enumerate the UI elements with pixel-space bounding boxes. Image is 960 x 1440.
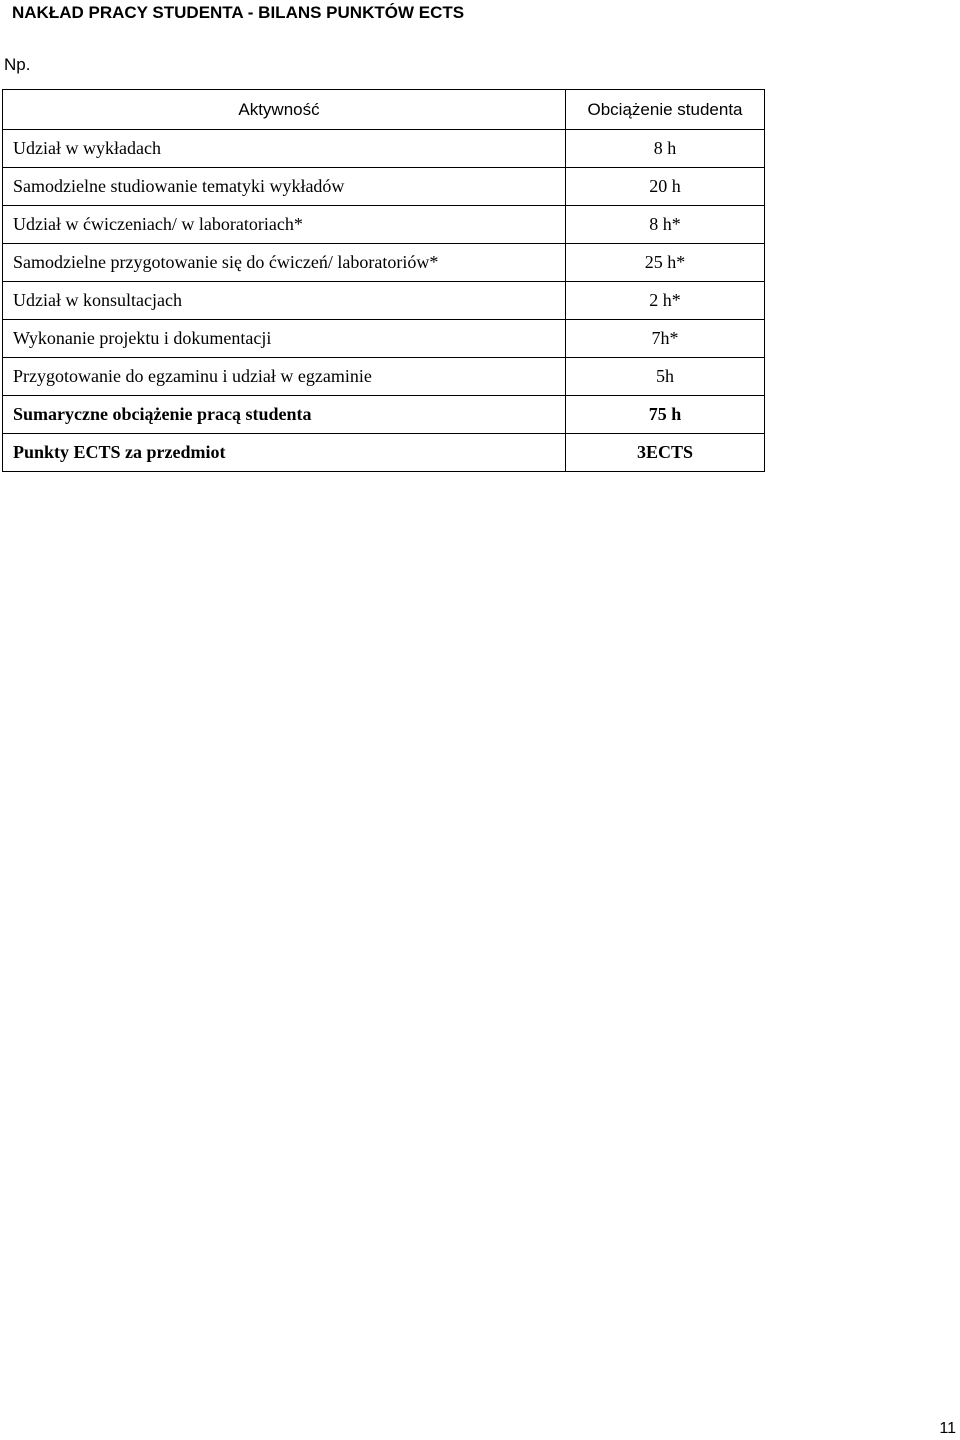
table-row bbox=[3, 130, 765, 168]
activity-cell: Udział w ćwiczeniach/ w laboratoriach* bbox=[3, 206, 566, 244]
activity-cell: Samodzielne przygotowanie się do ćwiczeń/ laboratoriów* bbox=[3, 244, 566, 282]
page-title: NAKŁAD PRACY STUDENTA - BILANS PUNKTÓW ECTS bbox=[12, 3, 465, 22]
table-row bbox=[3, 206, 765, 244]
activity-cell: Udział w wykładach bbox=[3, 130, 566, 168]
workload-table bbox=[2, 89, 765, 472]
workload-cell: 75 h bbox=[566, 396, 765, 434]
workload-cell: 5h bbox=[566, 358, 765, 396]
activity-cell: Punkty ECTS za przedmiot bbox=[3, 434, 566, 472]
activity-cell: Samodzielne studiowanie tematyki wykładów bbox=[3, 168, 566, 206]
workload-cell: 20 h bbox=[566, 168, 765, 206]
workload-cell: 7h* bbox=[566, 320, 765, 358]
table-row bbox=[3, 282, 765, 320]
table-row bbox=[3, 358, 765, 396]
activity-cell: Sumaryczne obciążenie pracą studenta bbox=[3, 396, 566, 434]
total-workload-row bbox=[3, 396, 765, 434]
table-row bbox=[3, 244, 765, 282]
header-activity: Aktywność bbox=[3, 90, 566, 130]
page-number: 11 bbox=[939, 1420, 956, 1437]
table-header-row bbox=[3, 90, 765, 130]
workload-cell: 25 h* bbox=[566, 244, 765, 282]
workload-cell: 3ECTS bbox=[566, 434, 765, 472]
workload-cell: 8 h bbox=[566, 130, 765, 168]
activity-cell: Wykonanie projektu i dokumentacji bbox=[3, 320, 566, 358]
example-label: Np. bbox=[4, 55, 31, 74]
table-row bbox=[3, 168, 765, 206]
header-workload: Obciążenie studenta bbox=[566, 90, 765, 130]
workload-cell: 2 h* bbox=[566, 282, 765, 320]
ects-points-row bbox=[3, 434, 765, 472]
activity-cell: Przygotowanie do egzaminu i udział w egzaminie bbox=[3, 358, 566, 396]
table-row bbox=[3, 320, 765, 358]
workload-cell: 8 h* bbox=[566, 206, 765, 244]
activity-cell: Udział w konsultacjach bbox=[3, 282, 566, 320]
